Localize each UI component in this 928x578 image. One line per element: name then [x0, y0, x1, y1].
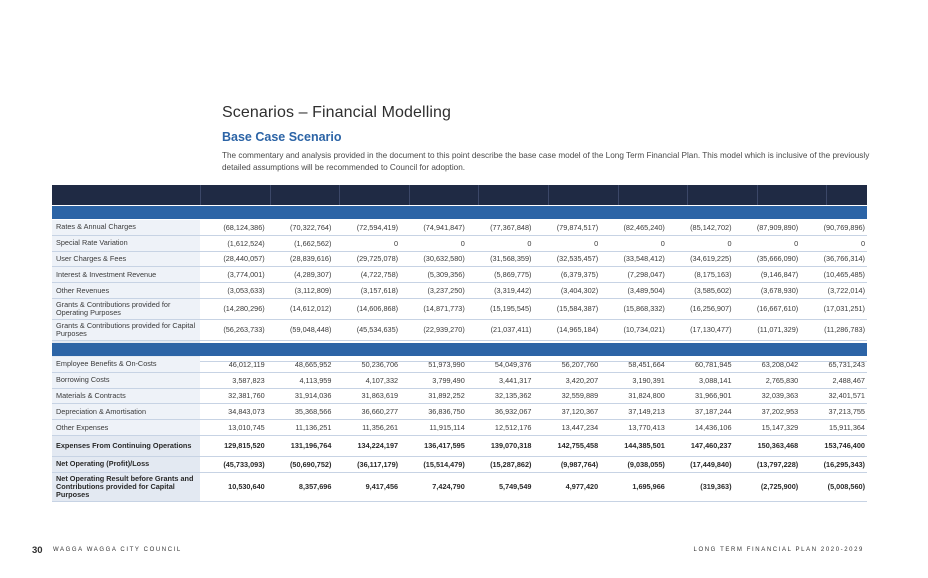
value-cell: (28,839,616) — [267, 251, 334, 267]
value-cell: 31,892,252 — [400, 388, 467, 404]
table-row — [52, 456, 867, 472]
table-row — [52, 472, 867, 501]
value-cell: (2,725,900) — [734, 472, 801, 501]
value-cell: (90,769,896) — [800, 220, 867, 235]
value-cell: 0 — [400, 235, 467, 251]
value-cell: 65,731,243 — [800, 357, 867, 372]
row-label: Special Rate Variation — [52, 235, 200, 251]
value-cell: (7,298,047) — [600, 267, 667, 283]
value-cell: 37,213,755 — [800, 404, 867, 420]
value-cell: (14,871,773) — [400, 298, 467, 319]
value-cell: 0 — [467, 235, 534, 251]
value-cell: 9,417,456 — [333, 472, 400, 501]
value-cell: (15,868,332) — [600, 298, 667, 319]
value-cell: 4,113,959 — [267, 372, 334, 388]
value-cell: (17,449,840) — [667, 456, 734, 472]
row-label: Depreciation & Amortisation — [52, 404, 200, 420]
value-cell: (77,367,848) — [467, 220, 534, 235]
value-cell: (5,309,356) — [400, 267, 467, 283]
value-cell: 0 — [667, 235, 734, 251]
value-cell: (14,965,184) — [533, 319, 600, 340]
row-label: Borrowing Costs — [52, 372, 200, 388]
value-cell: (32,535,457) — [533, 251, 600, 267]
table-row — [52, 220, 867, 235]
value-cell: 8,357,696 — [267, 472, 334, 501]
value-cell: 32,401,571 — [800, 388, 867, 404]
value-cell: (3,774,001) — [200, 267, 267, 283]
value-cell: 56,207,760 — [533, 357, 600, 372]
value-cell: 60,781,945 — [667, 357, 734, 372]
value-cell: (3,319,442) — [467, 283, 534, 299]
value-cell: (85,142,702) — [667, 220, 734, 235]
value-cell: 58,451,664 — [600, 357, 667, 372]
row-label: Other Expenses — [52, 420, 200, 436]
table-row — [52, 388, 867, 404]
value-cell: 7,424,790 — [400, 472, 467, 501]
value-cell: (17,130,477) — [667, 319, 734, 340]
value-cell: (30,632,580) — [400, 251, 467, 267]
value-cell: 35,368,566 — [267, 404, 334, 420]
value-cell: 34,843,073 — [200, 404, 267, 420]
value-cell: 31,863,619 — [333, 388, 400, 404]
value-cell: 13,010,745 — [200, 420, 267, 436]
row-label: Grants & Contributions provided for Operating Purposes — [52, 298, 200, 319]
value-cell: 2,488,467 — [800, 372, 867, 388]
section-subtitle: Base Case Scenario — [222, 130, 342, 144]
footer-organisation: WAGGA WAGGA CITY COUNCIL — [53, 547, 182, 553]
value-cell: (1,662,562) — [267, 235, 334, 251]
value-cell: 3,587,823 — [200, 372, 267, 388]
value-cell: (15,514,479) — [400, 456, 467, 472]
value-cell: 3,420,207 — [533, 372, 600, 388]
row-label: Employee Benefits & On-Costs — [52, 357, 200, 372]
value-cell: (3,053,633) — [200, 283, 267, 299]
value-cell: 12,512,176 — [467, 420, 534, 436]
expense-table — [52, 357, 867, 502]
value-cell: 32,381,760 — [200, 388, 267, 404]
intro-paragraph: The commentary and analysis provided in the document to this point describe the base case model of the Long Term Financial Plan. This model which is inclusive of the previously detailed assumptions will be recommended to Council for adoption. — [222, 151, 870, 173]
value-cell: 13,770,413 — [600, 420, 667, 436]
value-cell: (45,534,635) — [333, 319, 400, 340]
value-cell: (16,295,343) — [800, 456, 867, 472]
value-cell: 131,196,764 — [267, 435, 334, 456]
value-cell: (1,612,524) — [200, 235, 267, 251]
row-label: Net Operating Result before Grants and Contributions provided for Capital Purposes — [52, 472, 200, 501]
value-cell: (8,175,163) — [667, 267, 734, 283]
value-cell: (82,465,240) — [600, 220, 667, 235]
value-cell: (56,263,733) — [200, 319, 267, 340]
value-cell: 5,749,549 — [467, 472, 534, 501]
value-cell: 142,755,458 — [533, 435, 600, 456]
value-cell: (35,666,090) — [734, 251, 801, 267]
value-cell: (4,289,307) — [267, 267, 334, 283]
value-cell: (50,690,752) — [267, 456, 334, 472]
value-cell: (31,568,359) — [467, 251, 534, 267]
value-cell: 63,208,042 — [734, 357, 801, 372]
value-cell: (3,585,602) — [667, 283, 734, 299]
value-cell: (70,322,764) — [267, 220, 334, 235]
value-cell: (10,734,021) — [600, 319, 667, 340]
value-cell: 36,660,277 — [333, 404, 400, 420]
value-cell: (28,440,057) — [200, 251, 267, 267]
value-cell: 147,460,237 — [667, 435, 734, 456]
value-cell: (3,722,014) — [800, 283, 867, 299]
page-number: 30 — [32, 545, 43, 556]
value-cell: 4,977,420 — [533, 472, 600, 501]
value-cell: (14,606,868) — [333, 298, 400, 319]
value-cell: 0 — [600, 235, 667, 251]
value-cell: 3,088,141 — [667, 372, 734, 388]
value-cell: 46,012,119 — [200, 357, 267, 372]
value-cell: 15,147,329 — [734, 420, 801, 436]
value-cell: (9,146,847) — [734, 267, 801, 283]
value-cell: 3,190,391 — [600, 372, 667, 388]
value-cell: 37,149,213 — [600, 404, 667, 420]
value-cell: (15,287,862) — [467, 456, 534, 472]
value-cell: 48,665,952 — [267, 357, 334, 372]
table-header-cells — [200, 185, 896, 205]
value-cell: (34,619,225) — [667, 251, 734, 267]
row-label: Other Revenues — [52, 283, 200, 299]
value-cell: 37,120,367 — [533, 404, 600, 420]
value-cell: 32,135,362 — [467, 388, 534, 404]
row-label: Rates & Annual Charges — [52, 220, 200, 235]
table-row — [52, 267, 867, 283]
value-cell: 144,385,501 — [600, 435, 667, 456]
footer-document-title: LONG TERM FINANCIAL PLAN 2020-2029 — [693, 547, 864, 553]
value-cell: (87,909,890) — [734, 220, 801, 235]
value-cell: (5,008,560) — [800, 472, 867, 501]
value-cell: 11,356,261 — [333, 420, 400, 436]
value-cell: 13,447,234 — [533, 420, 600, 436]
value-cell: (29,725,078) — [333, 251, 400, 267]
value-cell: (22,939,270) — [400, 319, 467, 340]
value-cell: (17,031,251) — [800, 298, 867, 319]
value-cell: 134,224,197 — [333, 435, 400, 456]
value-cell: (59,048,448) — [267, 319, 334, 340]
value-cell: 37,187,244 — [667, 404, 734, 420]
value-cell: (13,797,228) — [734, 456, 801, 472]
value-cell: 32,039,363 — [734, 388, 801, 404]
value-cell: 14,436,106 — [667, 420, 734, 436]
table-row — [52, 404, 867, 420]
row-label: Interest & Investment Revenue — [52, 267, 200, 283]
value-cell: 10,530,640 — [200, 472, 267, 501]
value-cell: (72,594,419) — [333, 220, 400, 235]
value-cell: (11,071,329) — [734, 319, 801, 340]
value-cell: 0 — [533, 235, 600, 251]
value-cell: 31,966,901 — [667, 388, 734, 404]
value-cell: 0 — [333, 235, 400, 251]
value-cell: (3,489,504) — [600, 283, 667, 299]
table-row — [52, 319, 867, 340]
row-label: Expenses From Continuing Operations — [52, 435, 200, 456]
value-cell: 4,107,332 — [333, 372, 400, 388]
value-cell: (45,733,093) — [200, 456, 267, 472]
value-cell: 153,746,400 — [800, 435, 867, 456]
table-row — [52, 357, 867, 372]
table-row — [52, 298, 867, 319]
value-cell: (16,256,907) — [667, 298, 734, 319]
value-cell: 139,070,318 — [467, 435, 534, 456]
revenue-table — [52, 220, 867, 362]
value-cell: (16,667,610) — [734, 298, 801, 319]
value-cell: 11,915,114 — [400, 420, 467, 436]
value-cell: (319,363) — [667, 472, 734, 501]
value-cell: 31,824,800 — [600, 388, 667, 404]
table-row — [52, 235, 867, 251]
value-cell: (14,612,012) — [267, 298, 334, 319]
table-row — [52, 420, 867, 436]
value-cell: 3,799,490 — [400, 372, 467, 388]
value-cell: (15,195,545) — [467, 298, 534, 319]
table-row — [52, 372, 867, 388]
expense-section-band — [52, 343, 867, 356]
value-cell: 0 — [734, 235, 801, 251]
value-cell: (36,117,179) — [333, 456, 400, 472]
value-cell: (21,037,411) — [467, 319, 534, 340]
value-cell: 36,836,750 — [400, 404, 467, 420]
value-cell: 50,236,706 — [333, 357, 400, 372]
value-cell: 0 — [800, 235, 867, 251]
row-label: Materials & Contracts — [52, 388, 200, 404]
value-cell: (9,987,764) — [533, 456, 600, 472]
value-cell: (11,286,783) — [800, 319, 867, 340]
value-cell: 129,815,520 — [200, 435, 267, 456]
value-cell: (36,766,314) — [800, 251, 867, 267]
value-cell: 32,559,889 — [533, 388, 600, 404]
value-cell: 1,695,966 — [600, 472, 667, 501]
value-cell: (10,465,485) — [800, 267, 867, 283]
value-cell: (3,157,618) — [333, 283, 400, 299]
value-cell: (6,379,375) — [533, 267, 600, 283]
value-cell: 54,049,376 — [467, 357, 534, 372]
table-row — [52, 283, 867, 299]
table-row — [52, 251, 867, 267]
row-label: Grants & Contributions provided for Capital Purposes — [52, 319, 200, 340]
value-cell: (15,584,387) — [533, 298, 600, 319]
row-label: User Charges & Fees — [52, 251, 200, 267]
value-cell: (33,548,412) — [600, 251, 667, 267]
value-cell: (79,874,517) — [533, 220, 600, 235]
value-cell: (9,038,055) — [600, 456, 667, 472]
value-cell: (4,722,758) — [333, 267, 400, 283]
table-row — [52, 435, 867, 456]
value-cell: 51,973,990 — [400, 357, 467, 372]
page-title: Scenarios – Financial Modelling — [222, 104, 451, 121]
value-cell: 15,911,364 — [800, 420, 867, 436]
value-cell: (74,941,847) — [400, 220, 467, 235]
row-label: Net Operating (Profit)/Loss — [52, 456, 200, 472]
value-cell: (3,237,250) — [400, 283, 467, 299]
value-cell: 36,932,067 — [467, 404, 534, 420]
value-cell: 11,136,251 — [267, 420, 334, 436]
value-cell: 136,417,595 — [400, 435, 467, 456]
value-cell: (3,112,809) — [267, 283, 334, 299]
revenue-section-band — [52, 206, 867, 219]
value-cell: 150,363,468 — [734, 435, 801, 456]
value-cell: (3,678,930) — [734, 283, 801, 299]
value-cell: 2,765,830 — [734, 372, 801, 388]
value-cell: (68,124,386) — [200, 220, 267, 235]
value-cell: (5,869,775) — [467, 267, 534, 283]
value-cell: 31,914,036 — [267, 388, 334, 404]
value-cell: 37,202,953 — [734, 404, 801, 420]
value-cell: (14,280,296) — [200, 298, 267, 319]
value-cell: (3,404,302) — [533, 283, 600, 299]
value-cell: 3,441,317 — [467, 372, 534, 388]
